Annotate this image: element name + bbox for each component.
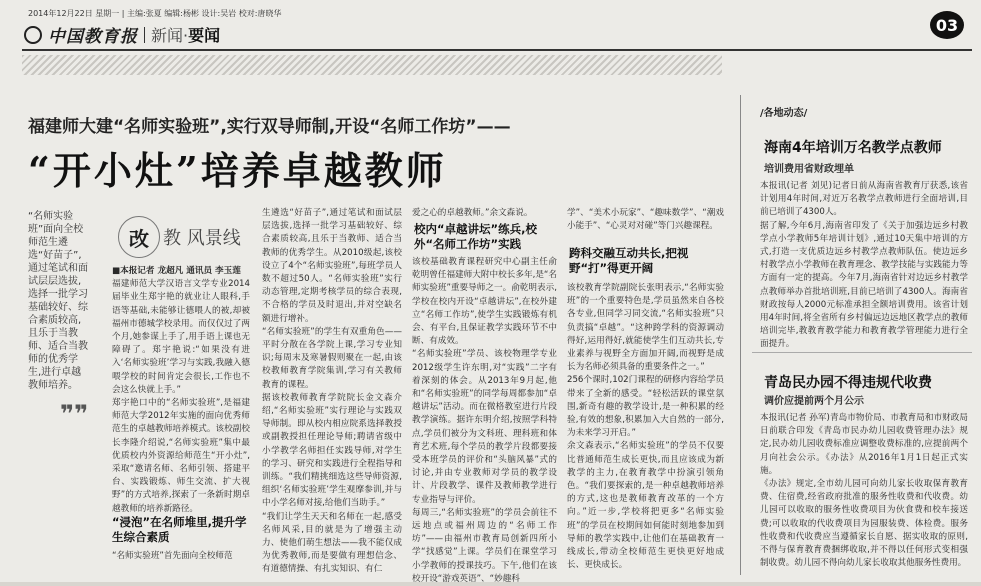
- brief-1-subheadline: 培训费用省财政埋单: [764, 164, 854, 175]
- newspaper-logo-icon: [24, 26, 42, 44]
- section-prefix: 新闻·: [151, 26, 189, 45]
- brief-2-subheadline: 调价应提前两个月公示: [764, 396, 864, 407]
- column-3-top: 爱之心的卓越教师。”余文森说。: [412, 208, 533, 218]
- column-1-tail: “名师实验班”首先面向全校师范: [112, 551, 233, 561]
- emblem-text: 教 风景线: [163, 228, 241, 249]
- brief-separator: [752, 352, 972, 353]
- brief-2-body: 本报讯(记者 孙军)青岛市物价局、市教育局和市财政局日前联合印发《青岛市民办幼儿园收费管理办法》规定,民办幼儿园收费标准应调整收费标准的,应提前两个月向社会公示。《办法》从2016年1月1日起正式实施。 《办法》规定,全市幼儿园可向幼儿家长收取保育教育费、住宿费,经省政府批准的服务性收费和代收费。幼儿园可以收取的服务性收费项目为伙食费和校车接送费;可以收取的代收费项目为园服装费、体检费。服务性收费和代收费应当遵循家长自愿、据实收取的原则,不得与保育教育费捆绑收取,并不得以任何形式变相强制收费。幼儿园不得向幼儿家长收取其他服务性费用。: [760, 413, 968, 569]
- header-rule: [22, 49, 972, 51]
- column-4-top: 学”、“美术小玩家”、“趣味数学”、“潮戏小能手”、“心灵对对碰”等门兴趣课程。: [567, 208, 724, 232]
- dateline: 2014年12月22日 星期一 | 主编:张夏 编辑:杨彬 设计:吴岩 校对:唐晓华: [28, 9, 282, 18]
- brief-2-headline: 青岛民办园不得违规代收费: [764, 375, 932, 391]
- article-column-1: [112, 265, 250, 530]
- article-column-4: 该校教育学院副院长张明表示,“名师实验班”的一个重要特色是,学员虽然来自各校各专业,但同学习同交流,“名师实验班”只负责搞“卓越”。“这种跨学科的资源调动得好,运用得好,就能使学生们互动共长,专业素养与视野全方面加开阔,而视野是成长为名师必须具备的重要条件之一。” 256个课时,102门课程的研修内容给学员带来了全新的感受。“轻松活跃的课堂氛围,新奇有趣的教学设计,是一种积累的经验,有效的想象,积累加入大自然的一部分,为未来学习开启。” 余文森表示,“名师实验班”的学员不仅要比普通师范生成长更快,而且应该成为新教学的主力,在教育教学中扮演引领角色。“我们要探索的,是一种卓越教师培养的方式,这也是教师教育改革的一个方向。”近一步,学校将把更多“名师实验班”的学员在校期间如何能时刻地参加到导师的教学实践中,让他们在基础教育一线成长,带动全校师范生更快更好地成长、更快成长。: [567, 283, 724, 571]
- brief-1-headline: 海南4年培训万名教学点教师: [764, 140, 942, 156]
- masthead-divider: [144, 27, 145, 43]
- section-name: 要闻: [188, 26, 221, 45]
- masthead: [24, 22, 220, 47]
- brief-1-body: 本报讯(记者 刘见)记者日前从海南省教育厅获悉,该省计划用4年时间,对近万名教学点教师进行全面培训,目前已培训了4300人。 据了解,今年6月,海南省印发了《关于加强边远乡村教学点小学教师5年培训计划》,通过10天集中培训的方式,打造一支优质边远乡村教学点教师队伍。使边远乡村教学点小学教师在教育理念、教学技能与实践能力等方面有一定的提高。今年7月,海南省针对边远乡村教学点教师举办首批培训班,目前已培训了4300人。海南省财政按每人2000元标准承担全额培训费用。该省计划用4年时间,将全省所有乡村偏远边远地区教学点的教师培训完毕,教教育教学能力和教育教学管理能力进行全面提升。: [760, 181, 968, 350]
- emblem-char: 改: [118, 216, 160, 258]
- page-number: 03: [930, 11, 964, 39]
- article-kicker: 福建师大建“名师实验班”,实行双导师制,开设“名师工作坊”——: [28, 117, 511, 137]
- column-1-subhead: “浸泡”在名师堆里,提升学生综合素质: [112, 515, 247, 544]
- news-brief-tag: /各地动态/: [760, 108, 808, 119]
- column-1-body: 福建师范大学汉语言文学专业2014届毕业生郑宇艳的就业让人眼科,手语等基础,未能够让德喂人的被,却被福州市德城学校录用。而仅仅过了两个月,她参谋上手了,用手语上课也无障碍了。郑宇艳说:“如果没有进入‘名师实验班’学习与实践,我融入德喂学校的时间肯定会很长,工作也不会这么快就上手。” 郑宇艳口中的“名师实验班”,是福建师范大学2012年实施的面向优秀师范生的卓越教师培养模式。该校副校长李隆介绍说,“名师实验班”集中最优质校内外资源给师范生“开小灶”,采取“邀请名师、名师引领、搭建平台、实践锻炼、师生交流、扩大视野”的方式培养,探索了一条新时期卓越教师的培养新路径。: [112, 279, 250, 514]
- article-headline: “开小灶”培养卓越教师: [28, 148, 447, 193]
- article-byline: ■本报记者 龙超凡 通讯员 李玉莲: [112, 266, 241, 276]
- masthead-name: 中国教育报: [48, 27, 138, 47]
- column-emblem: [118, 215, 258, 259]
- decorative-hatch-band: [22, 55, 722, 75]
- article-column-2: 生遴选“好苗子”,通过笔试和面试层层选拔,选择一批学习基础较好、综合素质较高,且乐于当教师、适合当教师的优秀学生。从2010级起,该校设立了4个“名师实验班”,每班学员人数不超过50人。“名师实验班”实行动态管理,定期考核学员的综合表现,不合格的学员及时退出,并对空缺名额进行增补。 “名师实验班”的学生有双重角色——平时分散在各学院上课,学习专业知识;每周末及寒暑假则聚在一起,由该校教师教育学院集训,学习有关教师教育的课程。 据该校教师教育学院院长金文森介绍,“名师实验班”实行理论与实践双导师制。即从校内相应院系选择教授或副教授担任理论导师;聘请省级中小学教学名师担任实践导师,对学生的学习、研究和实践进行全程指导和训练。“我们精挑细选这些导师资源,组织‘名师实验班’学生观摩参训,并与中小学名师对接,给他们当助手。” “我们让学生天天和名师在一起,感受名师风采,目的就是为了增强主动力、使他们萌生想法——我不能仅成为优秀教师,而是要做有理想信念、有道德情操、有扎实知识、有仁: [262, 208, 402, 575]
- article-column-3: 该校基础教育课程研究中心副主任俞乾明曾任福建师大附中校长多年,是“名师实验班”重要导师之一。俞乾明表示,学校在校内开设“卓越讲坛”,在校外建立“名师工作坊”,使学生实践锻炼有机会、有平台,且保证教学实践环节不中断、有成效。 “名师实验班”学员、该校物理学专业2012级学生许东明,对“实践”二字有着深刻的体会。从2013年9月起,他和“名师实验班”的同学每周都参加“卓越讲坛”活动。而在微格教室进行片段教学演练。据许东明介绍,按照学科特点,学员们被分为文科班、理科班和体育艺术班,每个学员的教学片段都要接受本班学员的评价和“头脑风暴”式的讨论,并由专业教师对学员的教学设计、片段教学、课件及教师教学进行专业指导与评价。 每周三,“名师实验班”的学员会前往不远地点或福州周边的“名师工作坊”——由福州市教育局创新四所小学“找感觉”上课。学员们在课堂学习小学教师的授课技巧。下午,他们在该校开设“游戏英语”、“妙趣科: [412, 257, 557, 584]
- section-title: [151, 23, 220, 46]
- column-3-subhead: 校内“卓越讲坛”练兵,校外“名师工作坊”实践: [414, 222, 537, 251]
- quote-mark-icon: ❞❞: [60, 400, 89, 428]
- article-lead: “名师实验班”面向全校师范生遴选“好苗子”,通过笔试和面试层层选拔,选择一批学习基础较好、综合素质较高,且乐于当教师、适合当教师的优秀学生,进行卓越教师培养。: [28, 211, 88, 391]
- column-4-subhead: 跨科交融互动共长,把视野“打”得更开阔: [569, 246, 689, 275]
- column-divider: [740, 95, 741, 575]
